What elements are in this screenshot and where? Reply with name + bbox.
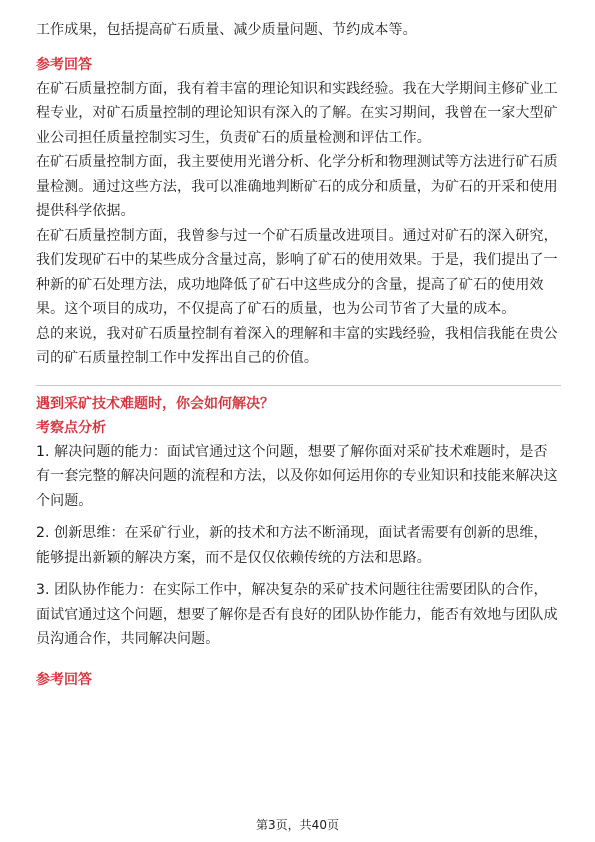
answer-heading: 参考回答: [36, 671, 92, 688]
document-page: [36, 18, 561, 692]
analysis-point: 3. 团队协作能力：在实际工作中，解决复杂的采矿技术问题往往需要团队的合作，面试官通过这个问题，想要了解你是否有良好的团队协作能力，能否有效地与团队成员沟通合作，共同解决问题。: [36, 582, 558, 647]
question-title: 遇到采矿技术难题时，你会如何解决？: [36, 395, 274, 412]
answer-heading: 参考回答: [36, 56, 92, 73]
analysis-point: 1. 解决问题的能力：面试官通过这个问题，想要了解你面对采矿技术难题时，是否有一套完整的解决问题的流程和方法，以及你如何运用你的专业知识和技能来解决这个问题。: [36, 443, 558, 509]
answer-paragraph: 在矿石质量控制方面，我曾参与过一个矿石质量改进项目。通过对矿石的深入研究，我们发现矿石中的某些成分含量过高，影响了矿石的使用效果。于是，我们提出了一种新的矿石处理方法，成功地降低了矿石中这些成分的含量，提高了矿石的使用效果。这个项目的成功，不仅提高了矿石的质量，也为公司节省了大量的成本。: [36, 227, 558, 317]
answer-paragraph: 总的来说，我对矿石质量控制有着深入的理解和丰富的实践经验，我相信我能在贵公司的矿石质量控制工作中发挥出自己的价值。: [36, 325, 558, 366]
analysis-heading: 考察点分析: [36, 419, 106, 436]
analysis-point: 2. 创新思维：在采矿行业，新的技术和方法不断涌现，面试者需要有创新的思维，能够提出新颖的解决方案，而不是仅仅依赖传统的方法和思路。: [36, 525, 548, 566]
previous-section-tail: 工作成果，包括提高矿石质量、减少质量问题、节约成本等。: [36, 22, 417, 38]
answer-paragraph: 在矿石质量控制方面，我主要使用光谱分析、化学分析和物理测试等方法进行矿石质量检测。通过这些方法，我可以准确地判断矿石的成分和质量，为矿石的开采和使用提供科学依据。: [36, 154, 558, 219]
section-divider: [36, 385, 561, 386]
page-number: 第3页，共40页: [256, 818, 339, 832]
answer-paragraph: 在矿石质量控制方面，我有着丰富的理论知识和实践经验。我在大学期间主修矿业工程专业，对矿石质量控制的理论知识有深入的了解。在实习期间，我曾在一家大型矿业公司担任质量控制实习生，负责矿石的质量检测和评估工作。: [36, 80, 558, 146]
